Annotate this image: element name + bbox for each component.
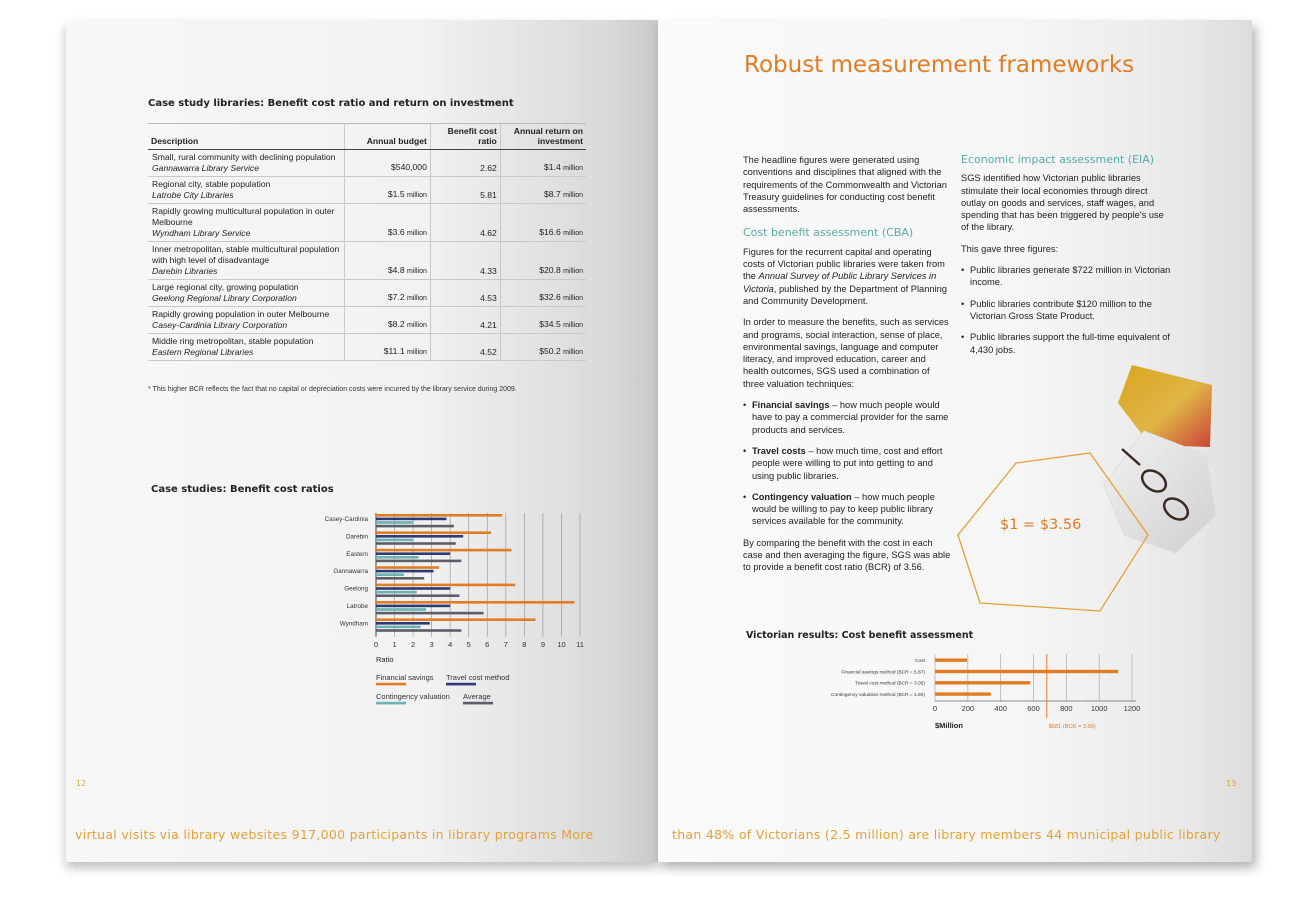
x-tick-label: 400 (994, 704, 1007, 713)
cell-roi: $8.7 million (500, 177, 586, 204)
x-tick-label: 5 (466, 639, 471, 649)
cell-roi: $1.4 million (500, 150, 586, 177)
cell-roi: $32.6 million (500, 280, 586, 307)
cell-roi: $50.2 million (500, 334, 586, 361)
bar (935, 692, 991, 695)
intro-paragraph: The headline figures were generated using conventions and disciplines that aligned with the requirements of the Commonwealth and Victorian Treasury guidelines for conducting cost benefit assessments. (743, 155, 947, 215)
x-tick-label: 3 (429, 639, 434, 649)
bar-financial-savings (376, 566, 439, 569)
bar-contingency-valuation (376, 521, 413, 524)
eia-paragraph-1: SGS identified how Victorian public libraries stimulate their local economies through direct outlay on goods and services, staff wages, and spending that has been triggered by people's use of the library. (961, 173, 1164, 233)
legend-label: Travel cost method (446, 672, 510, 682)
category-label: Casey-Cardinia (324, 516, 368, 523)
category-label: Contingency valuation method (BCR = 1.80) (831, 692, 925, 698)
cell-bcr: 5.81 (430, 177, 500, 204)
col-header-bcr: Benefit cost ratio (430, 124, 500, 150)
category-label: Financial savings method (BCR = 5.87) (841, 670, 925, 676)
bar-financial-savings (376, 514, 502, 517)
bar-average (376, 629, 461, 632)
bar-average (376, 525, 454, 528)
hexagon-decoration (954, 365, 1244, 615)
table-row (148, 280, 586, 307)
bar-contingency-valuation (376, 539, 413, 542)
bar (935, 670, 1118, 673)
category-label: Wyndham (339, 620, 368, 628)
x-tick-label: 6 (485, 639, 490, 649)
page-number-right: 13 (1226, 779, 1237, 788)
category-label: Travel cost method (BCR = 3.05) (854, 681, 925, 687)
technique-bullet: • Travel costs – how much time, cost and effort people were willing to put into getting to and using public libraries. (743, 445, 953, 482)
table-row (148, 177, 586, 204)
bar-financial-savings (376, 531, 491, 534)
bar-financial-savings (376, 549, 511, 552)
legend-label: Financial savings (376, 672, 434, 682)
cell-roi: $20.8 million (500, 242, 586, 280)
legend-swatch (376, 683, 406, 686)
x-tick-label: 8 (522, 639, 527, 649)
x-tick-label: 4 (448, 639, 453, 649)
brochure-spread (66, 20, 1254, 862)
category-label: Eastern (346, 550, 368, 558)
case-study-table (148, 123, 586, 361)
vr-chart-title: Victorian results: Cost benefit assessment (746, 630, 974, 641)
category-label: Darebin (345, 533, 368, 541)
bcr-equation: $1 = $3.56 (1000, 517, 1082, 533)
eia-bullet: • Public libraries generate $722 million in Victorian income. (961, 264, 1173, 289)
table-row (148, 334, 586, 361)
eia-bullet: • Public libraries support the full-time equivalent of 4,430 jobs. (961, 331, 1173, 356)
category-label: Cost (915, 659, 925, 664)
cell-bcr: 2.62 (430, 150, 500, 177)
cell-roi: $34.5 million (500, 307, 586, 334)
cba-subheading: Cost benefit assessment (CBA) (743, 226, 914, 240)
bar-financial-savings (376, 584, 515, 587)
ticker-left: virtual visits via library websites 917,000 participants in library programs More (75, 827, 594, 842)
cell-bcr: 4.53 (430, 280, 500, 307)
x-tick-label: 200 (961, 704, 975, 713)
cell-budget: $540,000 (344, 150, 430, 177)
legend-swatch (446, 683, 476, 686)
col-header-description: Description (148, 124, 344, 150)
photo-hexagon-gold (1118, 365, 1212, 447)
col-header-budget: Annual budget (344, 124, 430, 150)
col-header-roi: Annual return on investment (500, 124, 586, 150)
x-tick-label: 800 (1060, 704, 1073, 713)
table-row (148, 204, 586, 242)
bar-contingency-valuation (376, 608, 426, 611)
cba-paragraph-2: In order to measure the benefits, such as services and programs, social interaction, sense of place, environmental savings, language and computer literacy, and improved education, career and health outcomes, SGS used a combination of three valuation techniques: (743, 317, 949, 389)
bar-travel-cost-method (376, 605, 450, 608)
column-1 (743, 154, 953, 583)
right-page (658, 20, 1252, 862)
bar-financial-savings (376, 601, 574, 604)
x-tick-label: 1000 (1090, 704, 1108, 713)
x-tick-label: 11 (576, 639, 584, 649)
cell-description: Small, rural community with declining population Gannawarra Library Service (148, 150, 344, 177)
cell-budget: $8.2 million (344, 307, 430, 334)
cell-description: Rapidly growing multicultural population in outer Melbourne Wyndham Library Service (148, 204, 344, 242)
bar-travel-cost-method (376, 570, 433, 573)
x-tick-label: 0 (932, 704, 938, 713)
column-2 (961, 154, 1173, 365)
cell-description: Large regional city, growing population Geelong Regional Library Corporation (148, 280, 344, 307)
bar-travel-cost-method (376, 552, 450, 555)
bcr-chart-title: Case studies: Benefit cost ratios (151, 484, 334, 495)
table-row (148, 150, 586, 177)
table-title: Case study libraries: Benefit cost ratio and return on investment (148, 98, 514, 109)
reference-line-label: $681 (BCR = 3.56) (1048, 724, 1096, 730)
eia-subheading: Economic impact assessment (EIA) (961, 153, 1155, 166)
cell-bcr: 4.21 (430, 307, 500, 334)
bar (935, 681, 1030, 684)
bar-contingency-valuation (376, 626, 421, 629)
category-label: Latrobe (346, 603, 368, 610)
cell-budget: $11.1 million (344, 334, 430, 361)
x-tick-label: 1200 (1123, 704, 1141, 713)
page-heading: Robust measurement frameworks (744, 52, 1135, 78)
bar-average (376, 594, 459, 597)
legend-label: Contingency valuation (376, 691, 450, 701)
x-axis-label: Ratio (376, 654, 394, 664)
bar-average (376, 542, 456, 545)
x-tick-label: 1 (392, 639, 397, 649)
bcr-chart (316, 508, 596, 738)
bar-travel-cost-method (376, 518, 446, 521)
cell-bcr: 4.62 (430, 204, 500, 242)
cell-roi: $16.6 million (500, 204, 586, 242)
table-row (148, 242, 586, 280)
eia-paragraph-2: This gave three figures: (961, 243, 1059, 254)
bar-travel-cost-method (376, 622, 430, 625)
category-label: Gannawarra (333, 568, 368, 576)
eia-bullet: • Public libraries contribute $120 million to the Victorian Gross State Product. (961, 298, 1173, 323)
cell-budget: $7.2 million (344, 280, 430, 307)
x-tick-label: 2 (411, 639, 416, 649)
technique-bullet: • Contingency valuation – how much people would be willing to pay to keep public library services available for the community. (743, 491, 953, 528)
ticker-right: than 48% of Victorians (2.5 million) are library members 44 municipal public library (672, 827, 1221, 842)
cell-budget: $3.6 million (344, 204, 430, 242)
cell-description: Regional city, stable population Latrobe City Libraries (148, 177, 344, 204)
bar-average (376, 560, 461, 563)
left-page (66, 20, 658, 862)
technique-bullet: • Financial savings – how much people would have to pay a commercial provider for the same products and services. (743, 399, 953, 436)
cell-bcr: 4.33 (430, 242, 500, 280)
table-row (148, 307, 586, 334)
bar-travel-cost-method (376, 587, 450, 590)
closing-paragraph: By comparing the benefit with the cost in each case and then averaging the figure, SGS was able to provide a benefit cost ratio (BCR) of 3.56. (743, 537, 951, 573)
bar-average (376, 577, 424, 580)
cell-budget: $1.5 million (344, 177, 430, 204)
cell-description: Inner metropolitan, stable multicultural population with high level of disadvantage Darebin Libraries (148, 242, 344, 280)
x-tick-label: 0 (373, 639, 379, 649)
bar (935, 659, 967, 662)
x-tick-label: 9 (540, 639, 545, 649)
table-footnote: * This higher BCR reflects the fact that no capital or depreciation costs were incurred by the library service during 2009. (148, 386, 517, 393)
cba-paragraph-1: Figures for the recurrent capital and operating costs of Victorian public libraries were taken from the Annual Survey of Public Library Services in Victoria, published by the Department of Planning and Community Development. (743, 246, 947, 306)
cell-description: Middle ring metropolitan, stable population Eastern Regional Libraries (148, 334, 344, 361)
x-tick-label: 7 (503, 639, 508, 649)
bar-contingency-valuation (376, 556, 419, 559)
cell-budget: $4.8 million (344, 242, 430, 280)
category-label: Geelong (344, 585, 368, 593)
bar-average (376, 612, 484, 615)
x-axis-label: $Million (935, 721, 963, 730)
bar-travel-cost-method (376, 535, 463, 538)
cell-description: Rapidly growing population in outer Melbourne Casey-Cardinia Library Corporation (148, 307, 344, 334)
x-tick-label: 600 (1027, 704, 1040, 713)
bar-contingency-valuation (376, 573, 404, 576)
vr-chart (831, 654, 1173, 734)
x-tick-label: 10 (557, 639, 566, 649)
legend-swatch (463, 702, 493, 705)
bar-contingency-valuation (376, 591, 417, 594)
legend-swatch (376, 702, 406, 705)
page-number-left: 12 (76, 779, 87, 788)
bar-financial-savings (376, 618, 535, 621)
cell-bcr: 4.52 (430, 334, 500, 361)
legend-label: Average (463, 691, 491, 701)
